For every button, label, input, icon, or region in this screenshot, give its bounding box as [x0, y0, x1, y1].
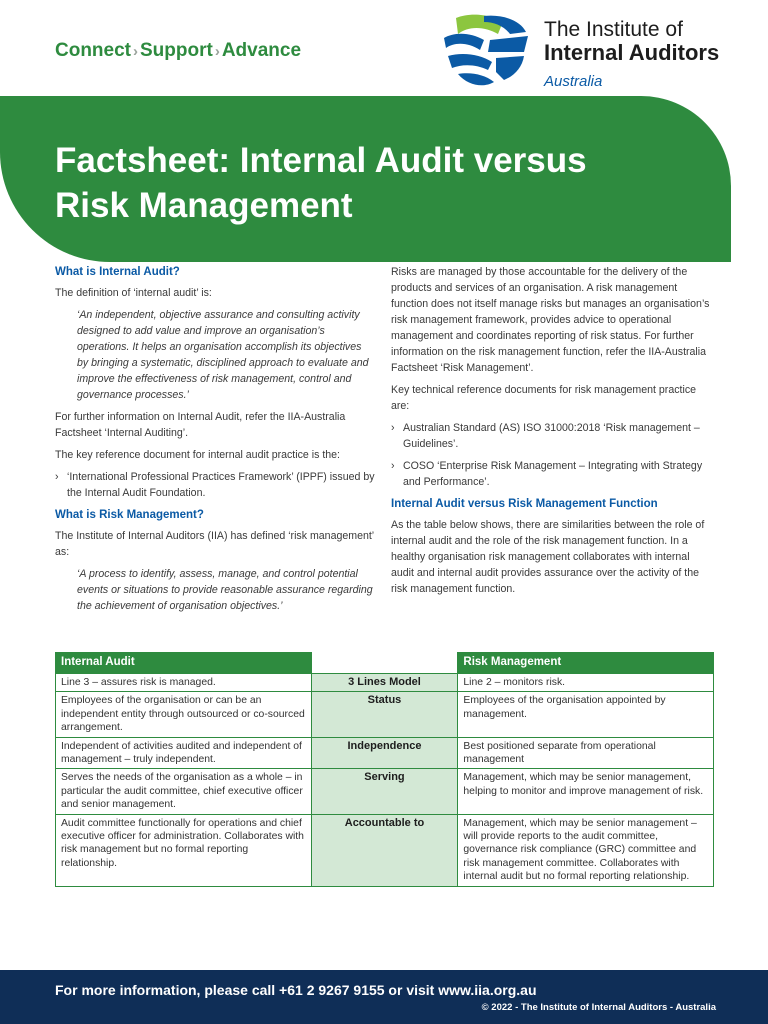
definition-quote: ‘A process to identify, assess, manage, and control potential events or situations to provide reasonable assurance regarding the achievement of organisation objectives.’	[77, 568, 373, 612]
heading-what-is-risk-management: What is Risk Management?	[55, 509, 204, 521]
footer-copyright: © 2022 - The Institute of Internal Auditors - Australia	[481, 1002, 716, 1013]
bullet-list	[391, 420, 713, 490]
tagline-advance: Advance	[221, 40, 302, 61]
bullet-item: › ‘International Professional Practices Framework’ (IPPF) issued by the Internal Audit Foundation.	[55, 469, 375, 501]
tagline-separator: ›	[214, 43, 220, 60]
left-column	[55, 264, 375, 620]
paragraph: For further information on Internal Audit, refer the IIA-Australia Factsheet ‘Internal Auditing’.	[55, 411, 346, 439]
right-column	[391, 264, 713, 603]
cell-criterion: Accountable to	[311, 814, 458, 886]
tagline-connect: Connect	[55, 40, 131, 61]
cell-internal-audit: Audit committee functionally for operations and chief executive officer for administration. Collaborates with risk management but no formal reporting relationship.	[56, 814, 312, 886]
cell-criterion: Status	[311, 692, 458, 737]
footer-contact: For more information, please call +61 2 9267 9155 or visit www.iia.org.au	[55, 982, 537, 998]
iia-logo	[440, 12, 740, 94]
bullet-item: › Australian Standard (AS) ISO 31000:2018 ‘Risk management – Guidelines’.	[391, 420, 713, 452]
cell-risk-management: Best positioned separate from operational management	[458, 737, 714, 769]
bullet-item: › COSO ‘Enterprise Risk Management – Integrating with Strategy and Performance’.	[391, 458, 713, 490]
cell-risk-management: Employees of the organisation appointed by management.	[458, 692, 714, 737]
page-title-line1: Factsheet: Internal Audit versus	[55, 141, 587, 180]
heading-what-is-internal-audit: What is Internal Audit?	[55, 266, 180, 278]
page-title	[55, 138, 587, 228]
paragraph: The definition of ‘internal audit’ is:	[55, 287, 212, 299]
paragraph: Risks are managed by those accountable for the delivery of the products and services of an organisation. A risk management function does not itself manage risks but manages an organisation’s risk management framework, provides advice to operational management and coordinates reporting of risk status. For further information on the risk management function, refer the IIA-Australia Factsheet ‘Risk Management’.	[391, 266, 710, 374]
page-title-line2: Risk Management	[55, 186, 353, 225]
cell-internal-audit: Serves the needs of the organisation as a whole – in particular the audit committee, chief executive officer and senior management.	[56, 769, 312, 814]
logo-text-line2: Internal Auditors	[544, 40, 720, 65]
cell-internal-audit: Employees of the organisation or can be an independent entity through outsourced or co-sourced arrangement.	[56, 692, 312, 737]
header-risk-management: Risk Management	[458, 653, 714, 674]
cell-risk-management: Line 2 – monitors risk.	[458, 674, 714, 692]
header-blank	[311, 653, 458, 674]
title-banner	[0, 96, 731, 262]
paragraph: As the table below shows, there are similarities between the role of internal audit and the role of the risk management function. In a healthy organisation risk management collaborates with internal audit and internal audit provides assurance over the activity of the risk management function.	[391, 519, 705, 595]
table-row	[56, 769, 714, 814]
cell-criterion: 3 Lines Model	[311, 674, 458, 692]
heading-ia-vs-rm-function: Internal Audit versus Risk Management Function	[391, 498, 658, 510]
cell-internal-audit: Independent of activities audited and independent of management – truly independent.	[56, 737, 312, 769]
cell-criterion: Independence	[311, 737, 458, 769]
comparison-table	[55, 652, 714, 887]
paragraph: Key technical reference documents for risk management practice are:	[391, 384, 697, 412]
tagline-separator: ›	[133, 43, 138, 60]
paragraph: The Institute of Internal Auditors (IIA) has defined ‘risk management’ as:	[55, 530, 374, 558]
footer	[0, 970, 768, 1024]
cell-risk-management: Management, which may be senior management, helping to monitor and improve management of risk.	[458, 769, 714, 814]
cell-risk-management: Management, which may be senior management – will provide reports to the audit committee, governance risk compliance (GRC) committee and risk management committee. Collaborates with internal audit but no formal reporting relationship.	[458, 814, 714, 886]
tagline	[55, 40, 301, 62]
globe-logo-icon	[440, 12, 532, 88]
logo-text-line3: Australia	[544, 73, 603, 90]
table-row	[56, 674, 714, 692]
tagline-support: Support	[140, 40, 213, 61]
definition-quote: ‘An independent, objective assurance and consulting activity designed to add value and improve an organisation’s operations. It helps an organisation accomplish its objectives by bringing a systematic, disciplined approach to evaluate and improve the effectiveness of risk management, control and governance processes.’	[77, 309, 369, 401]
table-header-row	[56, 653, 714, 674]
header-internal-audit: Internal Audit	[56, 653, 312, 674]
bullet-list	[55, 469, 375, 501]
table-row	[56, 692, 714, 737]
cell-internal-audit: Line 3 – assures risk is managed.	[56, 674, 312, 692]
table-row	[56, 737, 714, 769]
cell-criterion: Serving	[311, 769, 458, 814]
paragraph: The key reference document for internal audit practice is the:	[55, 449, 341, 461]
logo-text-line1: The Institute of	[544, 18, 683, 41]
table-row	[56, 814, 714, 886]
